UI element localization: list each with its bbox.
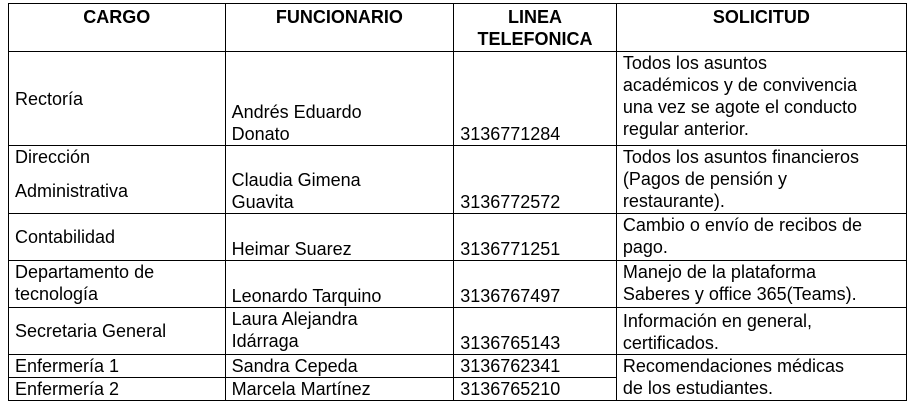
solicitud-cell <box>616 261 906 308</box>
telefono-text: 3136771251 <box>460 239 561 259</box>
solicitud-cell <box>616 146 906 214</box>
telefono-cell <box>454 261 617 308</box>
cargo-text: Departamento de <box>15 262 155 282</box>
cargo-cell <box>9 308 226 355</box>
solicitud-text: académicos y de convivencia <box>622 75 857 95</box>
solicitud-text: Cambio o envío de recibos de <box>622 215 863 235</box>
funcionario-text: Guavita <box>231 192 294 212</box>
telefono-cell <box>454 308 617 355</box>
solicitud-text: Información en general, <box>622 311 812 331</box>
funcionario-cell <box>225 146 454 214</box>
cargo-text: Administrativa <box>15 181 129 201</box>
table-row <box>9 146 907 214</box>
solicitud-text: Recomendaciones médicas <box>622 356 844 376</box>
cargo-cell <box>9 146 226 214</box>
funcionario-text: Marcela Martínez <box>231 379 371 399</box>
solicitud-text: regular anterior. <box>622 119 749 139</box>
cargo-text: Enfermería 2 <box>15 379 120 399</box>
cargo-text: Dirección <box>15 147 91 167</box>
telefono-cell <box>454 378 617 401</box>
telefono-text: 3136772572 <box>460 192 561 212</box>
funcionario-cell <box>225 261 454 308</box>
telefono-text: 3136762341 <box>460 356 561 376</box>
cargo-text: tecnología <box>15 284 99 304</box>
telefono-text: 3136765143 <box>460 333 561 353</box>
funcionario-text: Idárraga <box>231 331 299 351</box>
funcionario-text: Sandra Cepeda <box>231 356 358 376</box>
telefono-cell <box>454 214 617 261</box>
header-linea-line1: LINEA <box>508 7 563 27</box>
solicitud-text: Saberes y office 365(Teams). <box>622 284 857 304</box>
telefono-text: 3136767497 <box>460 286 561 306</box>
solicitud-text: pago. <box>622 237 668 257</box>
header-linea-telefonica <box>454 4 617 52</box>
funcionario-text: Laura Alejandra <box>231 309 358 329</box>
funcionario-cell <box>225 378 454 401</box>
telefono-cell <box>454 52 617 146</box>
telefono-cell <box>454 146 617 214</box>
solicitud-text: Todos los asuntos financieros <box>622 147 859 167</box>
cargo-cell <box>9 355 226 378</box>
telefono-cell <box>454 355 617 378</box>
funcionario-cell <box>225 214 454 261</box>
solicitud-text: Todos los asuntos <box>622 53 767 73</box>
header-linea-line2: TELEFONICA <box>477 29 593 49</box>
header-row <box>9 4 907 52</box>
solicitud-text: restaurante). <box>622 191 725 211</box>
table-row <box>9 261 907 308</box>
solicitud-text: una vez se agote el conducto <box>622 97 858 117</box>
funcionario-text: Leonardo Tarquino <box>231 286 382 306</box>
solicitud-cell <box>616 52 906 146</box>
cargo-cell <box>9 214 226 261</box>
cargo-text: Rectoría <box>15 88 84 109</box>
cargo-text: Secretaria General <box>15 321 167 341</box>
funcionario-text: Donato <box>231 124 290 144</box>
cargo-cell <box>9 52 226 146</box>
table-row <box>9 308 907 355</box>
funcionario-cell <box>225 52 454 146</box>
funcionario-text: Claudia Gimena <box>231 170 361 190</box>
solicitud-text: (Pagos de pensión y <box>622 169 787 189</box>
funcionario-cell <box>225 355 454 378</box>
solicitud-text: certificados. <box>622 333 719 353</box>
cargo-cell <box>9 378 226 401</box>
solicitud-cell <box>616 355 906 401</box>
solicitud-cell <box>616 214 906 261</box>
cargo-text: Contabilidad <box>15 227 116 247</box>
cargo-text: Enfermería 1 <box>15 356 120 376</box>
solicitud-text: Manejo de la plataforma <box>622 262 816 282</box>
contact-table <box>8 3 907 401</box>
funcionario-text: Heimar Suarez <box>231 239 352 259</box>
cargo-cell <box>9 261 226 308</box>
solicitud-cell <box>616 308 906 355</box>
table-row <box>9 214 907 261</box>
header-solicitud: SOLICITUD <box>616 4 906 52</box>
funcionario-cell <box>225 308 454 355</box>
header-cargo: CARGO <box>9 4 226 52</box>
telefono-text: 3136771284 <box>460 124 561 144</box>
table-row <box>9 355 907 378</box>
solicitud-text: de los estudiantes. <box>622 378 773 398</box>
table-row <box>9 52 907 146</box>
header-funcionario: FUNCIONARIO <box>225 4 454 52</box>
funcionario-text: Andrés Eduardo <box>231 102 362 122</box>
telefono-text: 3136765210 <box>460 379 561 399</box>
